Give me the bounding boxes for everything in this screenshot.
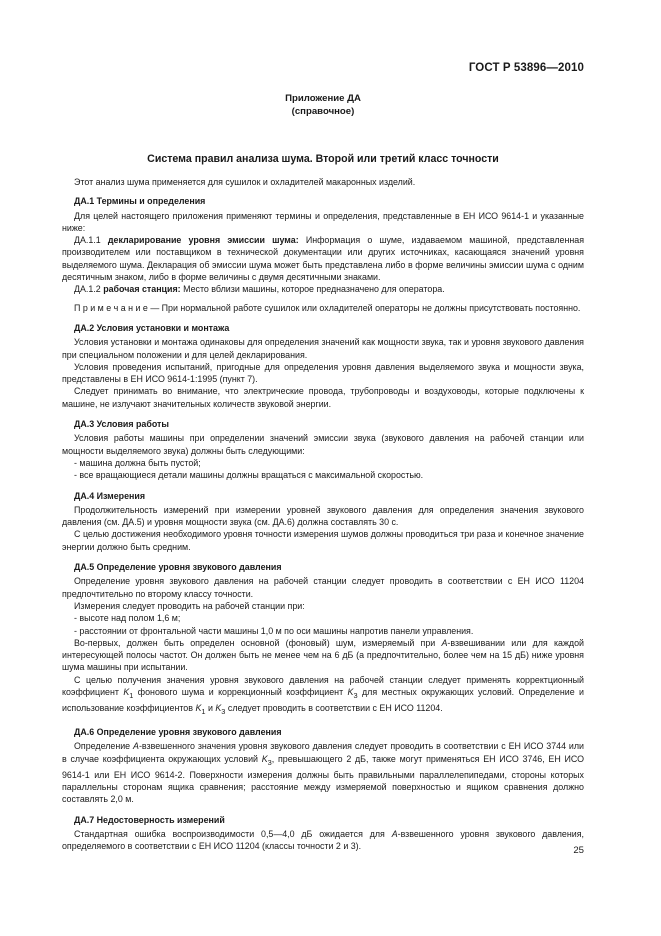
annex-title: Приложение ДА [285,93,361,104]
paragraph: Для целей настоящего приложения применяют термины и определения, представленные в ЕН ИСО 9614-1 и указанные ниже: [62,210,584,233]
text-run: для местных окружающих условий. Определение и использование коэффициентов [62,686,584,714]
symbol-k: K [347,686,354,697]
paragraph: Измерения следует проводить на рабочей станции при: [74,600,305,611]
section-heading-da3: ДА.3 Условия работы [74,419,169,430]
symbol-k: K [123,686,130,697]
text-run: следует проводить в соответствии с ЕН ИСО 11204. [225,703,443,714]
paragraph [62,740,584,805]
note-label: П р и м е ч а н и е [74,302,148,313]
annex-subtitle: (справочное) [291,106,355,117]
text-run: -взвешенного уровня звукового давления, определяемого в соответствии с ЕН ИСО 11204 (классы точности 2 и 3). [62,829,584,852]
subscript: 3 [267,757,272,767]
list-item: - все вращающиеся детали машины должны вращаться с максимальной скоростью. [74,470,424,481]
paragraph: Условия установки и монтажа одинаковы для определения значений как мощности звука, так и уровня звукового давления при специальном положении и для целей декларирования. [62,337,584,360]
paragraph: Условия проведения испытаний, пригодные для определения уровня давления выделяемого звука и мощности звука, представлены в ЕН ИСО 9614-1:1995 (пункт 7). [62,361,584,385]
text-run: -взвешивании или для каждой интересующей полосы частот. Он должен быть не менее чем на 6 дБ (а предпочтительно, более чем на 15 дБ) ниже уровня шума машины при испытании. [62,637,584,673]
symbol-k: K [261,753,268,764]
text-run: фонового шума и коррекционный коэффициент [133,686,348,697]
paragraph [62,674,584,718]
standard-number: ГОСТ Р 53896—2010 [468,62,584,74]
paragraph: С целью достижения необходимого уровня точности измерения шумов должны проводиться три раза и конечное значение энергии должно быть средним. [62,529,584,552]
subscript: 3 [353,690,358,700]
note [62,302,584,314]
note-text: — При нормальной работе сушилок или охладителей операторы не должны присутствовать постоянно. [150,302,581,313]
page-number: 25 [573,845,584,856]
paragraph [62,637,584,674]
italic-a: А [133,741,139,752]
document-body [62,176,584,853]
section-heading-da4: ДА.4 Измерения [74,490,146,501]
text-run: и [205,703,216,714]
paragraph: Определение уровня звукового давления на рабочей станции следует проводить в соответствии с ЕН ИСО 11204 предпочтительно по второму классу точности. [62,576,584,599]
italic-a: А [441,637,448,648]
term-text: Информация о шуме, издаваемом машиной, представленная производителем или поставщиком в технической документации или других источниках, касающаяся значений уровня выделяемого шума. Декларация об эмиссии шума может быть представлена либо в форме величины эмиссии шума с одним десятичным знаком, либо в форме величины с двумя десятичными знаками. [62,235,585,283]
term-definition [62,283,584,295]
section-heading-da5: ДА.5 Определение уровня звукового давления [74,562,282,573]
italic-a: А [391,829,398,839]
text-run: -взвешенного значения уровня звукового давления следует проводить в соответствии с ЕН ИСО 3744 или в случае коэффициента окружающих условий [62,741,584,764]
term-number: ДА.1.2 [74,284,101,295]
text-run: С целью получения значения уровня звукового давления на рабочей станции следует применять корректционный коэффициент [62,674,584,697]
text-run: , превышающего 2 дБ, также могут применяться ЕН ИСО 3746, ЕН ИСО 9614-1 или ЕН ИСО 9614-2. Поверхности измерения должны быть правильными параллелепипедами, стороны которых параллельны сторонам ящика сравнения; расстояние между измеряемой поверхностью и ящиком сравнения должно составлять 2,0 м. [62,753,584,805]
term-definition [62,234,584,283]
paragraph: Условия работы машины при определении значений эмиссии звука (звукового давления на рабочей станции или мощности выделяемого звука) должны быть следующими: [62,433,584,456]
symbol-k: K [195,703,202,714]
list-item: - высоте над полом 1,6 м; [74,613,181,624]
list-item: - машина должна быть пустой; [74,457,201,468]
text-run: Определение [74,741,134,752]
term-text: Место вблизи машины, которое предназначено для оператора. [183,284,445,295]
paragraph: Продолжительность измерений при измерении уровней звукового давления для определения значения звукового давления (см. ДА.5) и уровня мощности звука (см. ДА.6) должна составлять 30 с. [62,504,584,528]
subscript: 1 [129,690,134,700]
text-run: Стандартная ошибка воспроизводимости 0,5—4,0 дБ ожидается для [74,829,392,839]
subscript: 3 [221,706,226,716]
section-heading-da6: ДА.6 Определение уровня звукового давления [74,727,282,738]
section-heading-da7: ДА.7 Недостоверность измерений [74,814,225,825]
annex-heading [62,92,584,118]
document-title: Система правил анализа шума. Второй или третий класс точности [147,153,499,165]
term-name: рабочая станция: [103,284,181,295]
section-heading-da1: ДА.1 Термины и определения [74,196,206,207]
paragraph: Следует принимать во внимание, что электрические провода, трубопроводы и воздуховоды, которые подключены к машине, не излучают значительных количеств звуковой энергии. [62,386,584,409]
list-item: - расстоянии от фронтальной части машины 1,0 м по оси машины напротив панели управления. [74,625,474,636]
text-run: Во-первых, должен быть определен основной (фоновый) шум, измеряемый при [74,637,442,648]
section-heading-da2: ДА.2 Условия установки и монтажа [74,322,230,333]
symbol-k: K [215,703,222,714]
intro-paragraph: Этот анализ шума применяется для сушилок и охладителей макаронных изделий. [74,177,416,187]
term-number: ДА.1.1 [74,235,101,246]
term-name: декларирование уровня эмиссии шума: [107,235,299,246]
subscript: 1 [201,706,206,716]
